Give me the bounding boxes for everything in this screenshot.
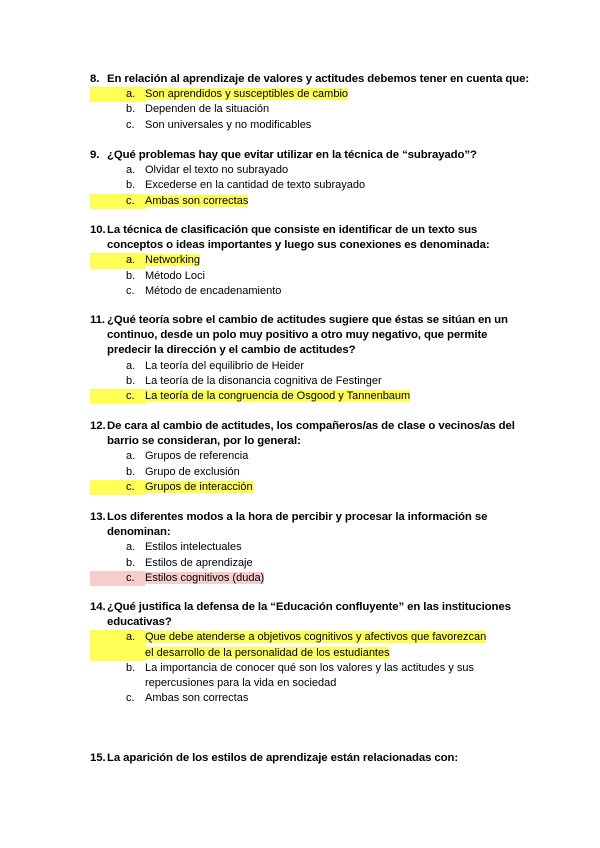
option-letter: a. [90, 253, 145, 268]
question-text: De cara al cambio de actitudes, los compañeros/as de clase o vecinos/as del barrio se consideran, por lo general: [107, 420, 515, 448]
option-a [90, 359, 530, 374]
option-text-highlighted-doubt: Estilos cognitivos (duda) [145, 571, 265, 584]
option-letter: a. [90, 87, 145, 102]
option-text: Grupos de referencia [145, 450, 249, 463]
option-letter: a. [90, 630, 145, 660]
option-a [90, 630, 530, 660]
option-b [90, 269, 530, 284]
question-15 [90, 751, 530, 766]
question-8 [90, 72, 530, 133]
option-text: Método Loci [145, 269, 205, 282]
question-number: 8. [90, 73, 100, 85]
option-text: Estilos intelectuales [145, 541, 242, 554]
option-a [90, 163, 530, 178]
option-c [90, 389, 530, 404]
option-letter: b. [126, 103, 136, 116]
option-text: La teoría del equilibrio de Heider [145, 359, 304, 372]
question-header [90, 419, 530, 449]
question-9 [90, 148, 530, 209]
question-header [90, 600, 530, 630]
option-letter: c. [126, 284, 135, 297]
option-a [90, 253, 530, 268]
option-b [90, 556, 530, 571]
options-list [90, 163, 530, 209]
option-b [90, 465, 530, 480]
question-header [90, 223, 530, 253]
question-text: En relación al aprendizaje de valores y actitudes debemos tener en cuenta que: [107, 73, 530, 85]
option-letter: b. [126, 179, 136, 192]
option-c [90, 118, 530, 133]
question-text: La aparición de los estilos de aprendizaje están relacionadas con: [107, 752, 459, 764]
question-14 [90, 600, 530, 706]
option-text: Método de encadenamiento [145, 284, 282, 297]
option-text: Son universales y no modificables [145, 118, 312, 131]
option-c [90, 284, 530, 299]
option-c [90, 194, 530, 209]
question-number: 11. [90, 314, 105, 326]
option-a [90, 87, 530, 102]
options-list [90, 359, 530, 405]
option-text: La importancia de conocer qué son los valores y las actitudes y sus repercusiones para la vida en sociedad [145, 661, 474, 690]
question-number: 15. [90, 752, 106, 764]
option-letter: c. [90, 194, 145, 209]
option-letter: a. [126, 164, 136, 177]
option-text-highlighted: Ambas son correctas [145, 194, 249, 207]
option-text-highlighted: Networking [145, 254, 201, 267]
option-b [90, 374, 530, 389]
option-a [90, 540, 530, 555]
option-c [90, 571, 530, 586]
option-letter: b. [126, 661, 136, 674]
options-list [90, 540, 530, 586]
option-letter: a. [126, 541, 136, 554]
option-a [90, 449, 530, 464]
option-text-highlighted: Grupos de interacción [145, 480, 253, 493]
option-letter: c. [126, 692, 135, 705]
option-text: Dependen de la situación [145, 103, 270, 116]
option-letter: a. [126, 450, 136, 463]
option-text: La teoría de la disonancia cognitiva de Festinger [145, 374, 382, 387]
option-b [90, 661, 530, 691]
option-letter: c. [90, 571, 145, 586]
option-letter: b. [126, 465, 136, 478]
option-letter: a. [126, 359, 136, 372]
question-number: 12. [90, 420, 106, 432]
question-text: ¿Qué justifica la defensa de la “Educación confluyente” en las instituciones educativas? [107, 601, 511, 629]
question-text: La técnica de clasificación que consiste en identificar de un texto sus conceptos o ideas importantes y luego sus conexiones es denominada: [107, 224, 490, 252]
options-list [90, 630, 530, 706]
question-13 [90, 510, 530, 586]
options-list [90, 449, 530, 495]
option-c [90, 691, 530, 706]
question-header [90, 72, 530, 87]
option-text-highlighted: Son aprendidos y susceptibles de cambio [145, 88, 349, 101]
option-letter: b. [126, 374, 136, 387]
option-text: Ambas son correctas [145, 692, 249, 705]
question-12 [90, 419, 530, 495]
question-header [90, 148, 530, 163]
question-number: 13. [90, 511, 106, 523]
option-text-highlighted: La teoría de la congruencia de Osgood y Tannenbaum [145, 390, 411, 403]
option-text: Excederse en la cantidad de texto subrayado [145, 179, 366, 192]
question-11 [90, 313, 530, 404]
option-c [90, 480, 530, 495]
option-text: Olvidar el texto no subrayado [145, 164, 289, 177]
option-letter: c. [126, 118, 135, 131]
option-letter: b. [126, 269, 136, 282]
question-text: ¿Qué teoría sobre el cambio de actitudes sugiere que éstas se sitúan en un continuo, desde un polo muy positivo a otro muy negativo, que permite predecir la dirección y el cambio de actitudes? [107, 314, 508, 357]
option-b [90, 178, 530, 193]
option-b [90, 102, 530, 117]
question-number: 9. [90, 149, 100, 161]
question-number: 10. [90, 224, 106, 236]
options-list [90, 87, 530, 133]
question-header [90, 313, 530, 359]
question-header [90, 510, 530, 540]
question-10 [90, 223, 530, 299]
option-letter: b. [126, 556, 136, 569]
option-text: Grupo de exclusión [145, 465, 240, 478]
option-text-highlighted: Que debe atenderse a objetivos cognitivos y afectivos que favorezcan el desarrollo de la personalidad de los estudiantes [145, 631, 487, 659]
option-text: Estilos de aprendizaje [145, 556, 253, 569]
options-list [90, 253, 530, 299]
option-letter: c. [90, 389, 145, 404]
option-letter: c. [90, 480, 145, 495]
question-text: ¿Qué problemas hay que evitar utilizar en la técnica de “subrayado”? [107, 149, 477, 161]
question-text: Los diferentes modos a la hora de percibir y procesar la información se denominan: [107, 511, 488, 539]
question-number: 14. [90, 601, 106, 613]
question-header [90, 751, 530, 766]
